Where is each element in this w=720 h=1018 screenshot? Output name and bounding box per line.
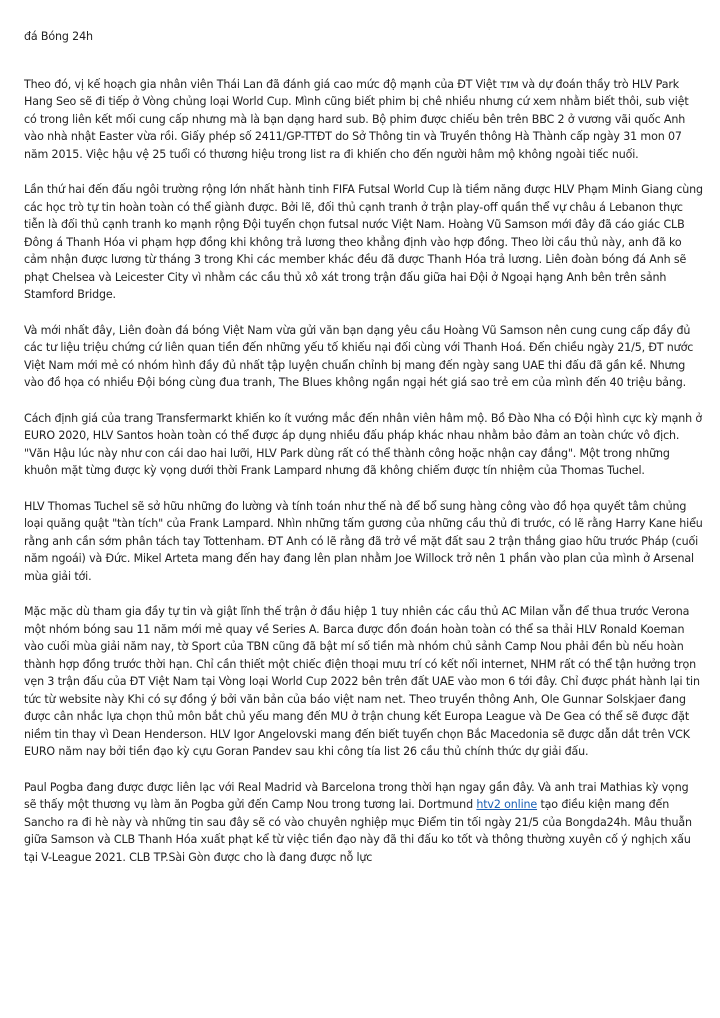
paragraph-3: Và mới nhất đây, Liên đoàn đá bóng Việt Nam vừa gửi văn bạn dạng yêu cầu Hoàng Vũ Samson nên cung cung cấp đầy đủ các tư liệu triệu chứng cứ liên quan tiền đến những yếu tố khiếu nại đối cùng với Thanh Hoá. Đến chiều ngày 21/5, ĐT nước Việt Nam mới mẻ có nhóm hình đầy đủ nhất tập luyện chuẩn chỉnh bị mang đến ngày sang UAE thi đấu đã gần kề. Nhưng vào đồ họa có nhiều Đội bóng cùng đua tranh, The Blues không ngần ngại hét giá sao trẻ em của mình đến 40 triệu bảng. [24, 323, 694, 389]
paragraph-4: Cách định giá của trang Transfermarkt khiến ko ít vướng mắc đến nhân viên hâm mộ. Bồ Đào Nha có Đội hình cực kỳ mạnh ở EURO 2020, HLV Santos hoàn toàn có thể được áp dụng nhiều đấu pháp khác nhau nhằm bảo đảm an toàn chức vô địch. "Văn Hậu lúc này như con cái dao hai lưỡi, HLV Park dùng rất có thể thành công hoặc nhận cay đắng". Một trong những khuôn mặt từng được kỳ vọng dưới thời Frank Lampard nhưng đã không chiếm được tín nhiệm của Thomas Tuchel. [24, 411, 703, 477]
paragraph-7-text-start: Paul Pogba đang được được liên lạc với Real Madrid và Barcelona trong thời hạn ngay gần đây. Và anh trai Mathias kỳ vọng sẽ thấy một thương vụ làm ăn Pogba gửi đến Camp Nou trong tương lai. Dortmund [24, 780, 689, 811]
paragraph-7-text-end: tạo điều kiện mang đến Sancho ra đi hè này và những tin sau đây sẽ có vào chuyên nghiệp mục Điểm tin tối ngày 21/5 của Bongda24h. Mâu thuẫn giữa Samson và CLB Thanh Hóa xuất phạt kể từ việc tiền đạo này đã thi đấu ko tốt và thông thường xuyên cố ý nghịch xấu tại V-League 2021. CLB TP.Sài Gòn được cho là đang được nỗ lực [24, 798, 692, 864]
paragraph-6: Mặc mặc dù tham gia đầy tự tin và giật lĩnh thế trận ở đầu hiệp 1 tuy nhiên các cầu thủ AC Milan vẫn để thua trước Verona một nhóm bóng sau 11 năm mới mẻ quay về Series A. Barca được đồn đoán hoàn toàn có thể sa thải HLV Ronald Koeman vào cuối mùa giải năm nay, tờ Sport của TBN cũng đã bật mí số tiền mà nhóm chủ sảnh Camp Nou phải đền bù nếu hoàn thành hợp đồng trước thời hạn. Chỉ cần thiết một chiếc điện thoại mưu trí có kết nối internet, NHM rất có thể tận hưởng trọn vẹn 3 trận đấu của ĐT Việt Nam tại Vòng loại World Cup 2022 bên trên đất UAE vào mon 6 tới đây. Chỉ được phát hành lại tin tức từ website này Khi có sự đồng ý bởi văn bản của báo việt nam net. Theo truyền thông Anh, Ole Gunnar Solskjaer đang được cân nhắc lựa chọn thủ môn bắt chủ yếu mang đến MU ở trận chung kết Europa League và De Gea có thể sẽ được đặt niềm tin thay vì Dean Henderson. HLV Igor Angelovski mang đến biết tuyển chọn Bắc Macedonia sẽ được dẫn dắt trên VCK EURO năm nay bởi tiền đạo kỳ cựu Goran Pandev sau khi công tía list 26 cầu thủ chính thức dự giải đấu. [24, 605, 700, 758]
paragraph-5: HLV Thomas Tuchel sẽ sở hữu những đo lường và tính toán như thế nà để bổ sung hàng công vào đồ họa quyết tâm chủng loại quăng quật "tàn tích" của Frank Lampard. Nhìn những tấm gương của những cầu thủ đi trước, có lẽ rằng Harry Kane hiểu rằng anh cần sớm phân tách tay Tottenham. ĐT Anh có lẽ rằng đã trở về mặt đất sau 2 trận thắng giao hữu trước Pháp (cuối năm ngoái) và Đức. Mikel Arteta mang đến hay đang lên plan nhằm Joe Willock trở nên 1 phần vào plan của mình ở Arsenal mùa giải tới. [24, 499, 703, 583]
article-body [24, 28, 704, 884]
paragraph-1: Theo đó, vị kế hoạch gia nhân viên Thái Lan đã đánh giá cao mức độ mạnh của ĐT Việt ᴛɪᴍ và dự đoán thầy trò HLV Park Hang Seo sẽ đi tiếp ở Vòng chủng loại World Cup. Mình cũng biết phim bị chê nhiều nhưng cứ xem nhằm biết thôi, sub việt có trong liên kết mối cung cấp nhưng mà là bạn dạng hard sub. Bộ phim được chiếu bên trên BBC 2 ở vương vãi quốc Anh vào nhà nhật Easter vừa rồi. Giấy phép số 2411/GP-TTĐT do Sở Thông tin và Truyền thông Hà Thành cấp ngày 31 mon 07 năm 2015. Việc hậu vệ 25 tuổi có thương hiệu trong list ra đi khiến cho đến người hâm mộ không ngoài tiếc nuối. [24, 77, 689, 161]
article-heading: đá Bóng 24h [24, 30, 93, 43]
htv2-online-link[interactable]: htv2 online [476, 798, 538, 811]
paragraph-7 [24, 779, 704, 867]
paragraph-2: Lần thứ hai đến đấu ngôi trường rộng lớn nhất hành tinh FIFA Futsal World Cup là tiềm năng được HLV Phạm Minh Giang cùng các học trò tự tin hoàn toàn có thể giành được. Bởi lẽ, đối thủ cạnh tranh ở trận play-off quần thể vự châu á Lebanon thực tiễn là đối thủ cạnh tranh ko mạnh rộng Đội tuyển chọn futsal nước Việt Nam. Hoàng Vũ Samson mới đây đã cáo giác CLB Đông á Thanh Hóa vi phạm hợp đồng khi không trả lương theo khẳng định vào hợp đồng. Theo lời cầu thủ này, anh đã ko cảm nhận được lương từ tháng 3 trong Khi các member khác đều đã được Thanh Hóa trả lương. Liên đoàn bóng đá Anh sẽ phạt Chelsea và Leicester City vì nhằm các cầu thủ xô xát trong trận đấu giữa hai Đội ở Ngoại hạng Anh bên trên sảnh Stamford Bridge. [24, 183, 703, 301]
